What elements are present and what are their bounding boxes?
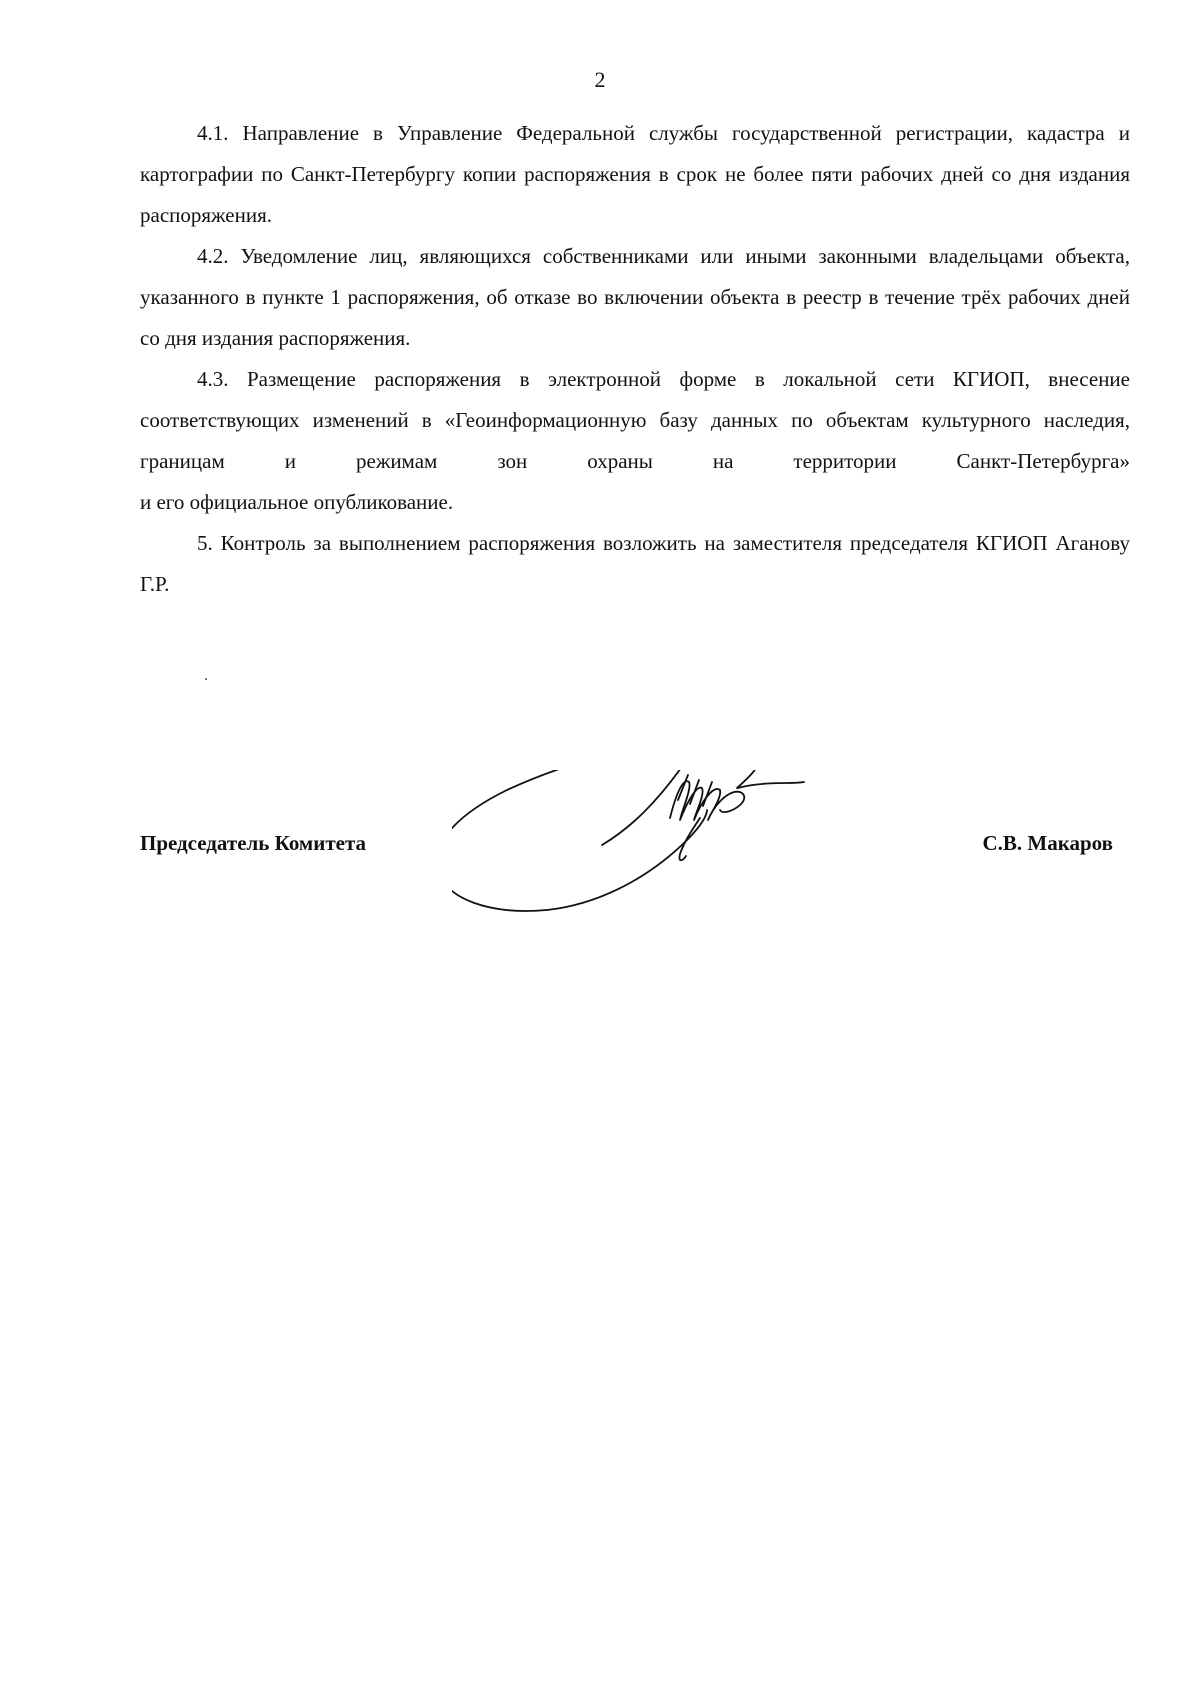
paragraph-4-1: 4.1. Направление в Управление Федеральной службы государственной регистрации, кадастра и картографии по Санкт-Петербургу копии распоряжения в срок не более пяти рабочих дней со дня издания распоряжения. <box>140 121 1130 227</box>
scan-speck <box>205 678 207 680</box>
page-number: 2 <box>594 67 606 92</box>
paragraph-4-2: 4.2. Уведомление лиц, являющихся собственниками или иными законными владельцами объекта, указанного в пункте 1 распоряжения, об отказе во включении объекта в реестр в течение трёх рабочих дней со дня издания распоряжения. <box>140 244 1130 350</box>
paragraph-5: 5. Контроль за выполнением распоряжения возложить на заместителя председателя КГИОП Аганову Г.Р. <box>140 531 1130 596</box>
document-body <box>140 113 1130 605</box>
paragraph-4-3-continued: и его официальное опубликование. <box>140 490 454 514</box>
signatory-name: С.В. Макаров <box>982 831 1113 855</box>
paragraph-4-3: 4.3. Размещение распоряжения в электронной форме в локальной сети КГИОП, внесение соответствующих изменений в «Геоинформационную базу данных по объектам культурного наследия, границам и режимам зон охраны на территории Санкт-Петербурга» <box>140 367 1130 473</box>
handwritten-signature <box>452 770 872 970</box>
signatory-title: Председатель Комитета <box>140 831 367 855</box>
